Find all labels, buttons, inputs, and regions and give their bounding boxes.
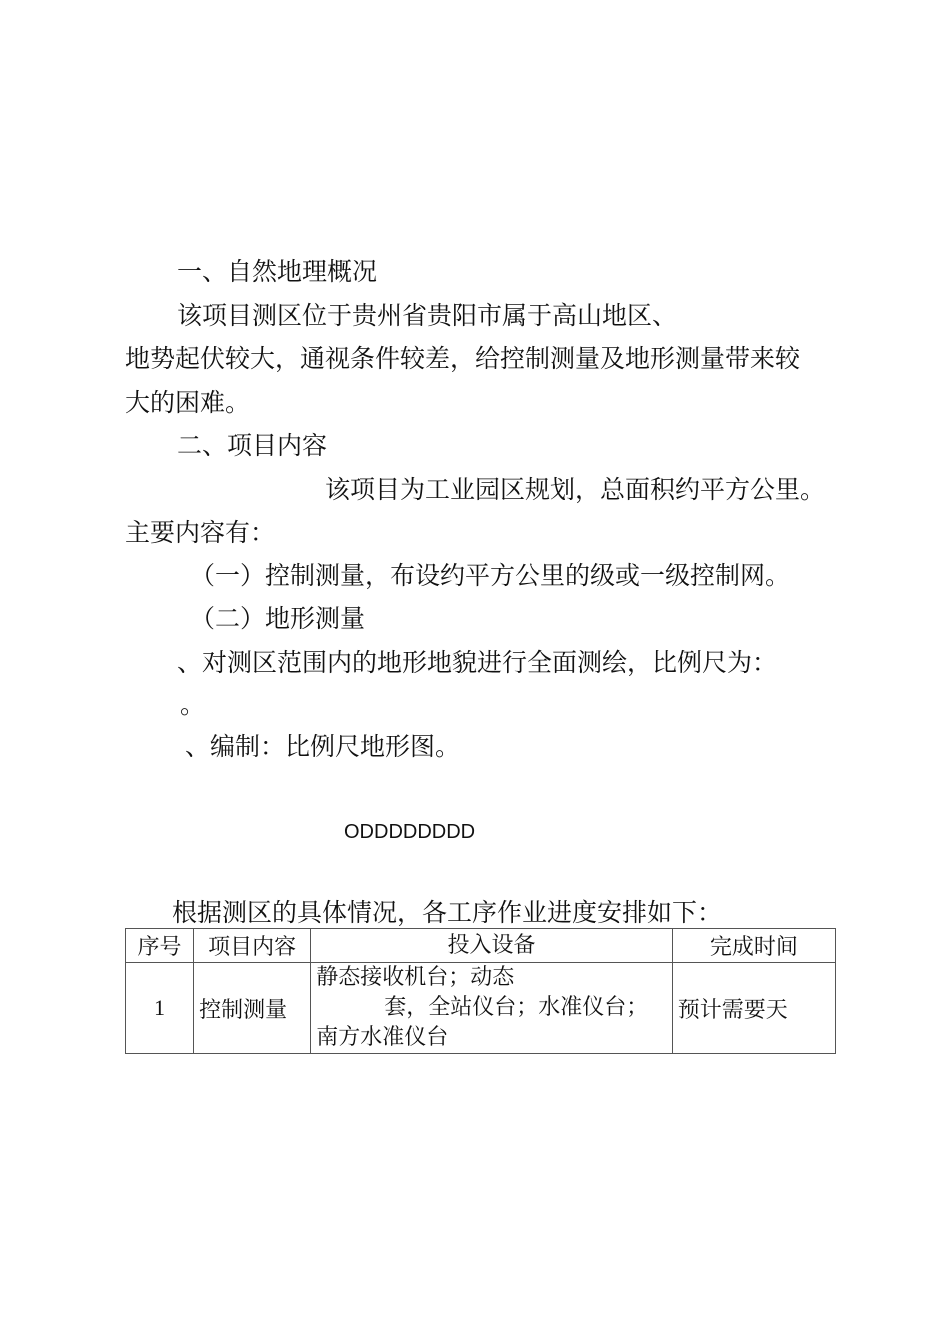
equipment-line-3: 南方水准仪台	[316, 1025, 449, 1050]
table-row	[126, 963, 836, 1054]
equipment-line-2: 套，全站仪台；水准仪台；	[384, 995, 649, 1020]
header-time: 完成时间	[672, 929, 835, 963]
section2-intro-line-1: 该项目为工业园区规划，总面积约平方公里。	[325, 475, 826, 504]
section1-paragraph-line-3: 大的困难。	[125, 388, 251, 417]
section1-paragraph-line-2: 地势起伏较大，通视条件较差，给控制测量及地形测量带来较	[125, 344, 801, 373]
section2-item-1: （一）控制测量，布设约平方公里的级或一级控制网。	[190, 561, 791, 590]
schedule-intro: 根据测区的具体情况，各工序作业进度安排如下：	[172, 898, 723, 927]
row-item: 控制测量	[194, 963, 311, 1054]
header-equipment: 投入设备	[311, 929, 673, 963]
section2-item-2: （二）地形测量	[190, 604, 366, 633]
section1-heading: 一、自然地理概况	[177, 257, 378, 286]
section2-item-2-sub-2: 。	[180, 690, 206, 719]
row-time: 预计需要天	[672, 963, 835, 1054]
header-no: 序号	[126, 929, 194, 963]
row-equipment	[311, 963, 673, 1054]
section1-paragraph-line-1: 该项目测区位于贵州省贵阳市属于高山地区、	[177, 301, 678, 330]
header-item: 项目内容	[194, 929, 311, 963]
row-no: 1	[126, 963, 194, 1054]
schedule-header-row	[126, 929, 836, 963]
section2-item-2-sub-1: 、对测区范围内的地形地貌进行全面测绘，比例尺为：	[177, 648, 778, 677]
equipment-line-1: 静态接收机台；动态	[316, 965, 515, 990]
section2-item-2-sub-3: 、编制：比例尺地形图。	[185, 732, 461, 761]
schedule-table	[125, 928, 836, 1054]
section2-heading: 二、项目内容	[177, 431, 328, 460]
section2-intro-line-2: 主要内容有：	[125, 518, 276, 547]
placeholder-text: ODDDDDDDD	[344, 821, 476, 843]
